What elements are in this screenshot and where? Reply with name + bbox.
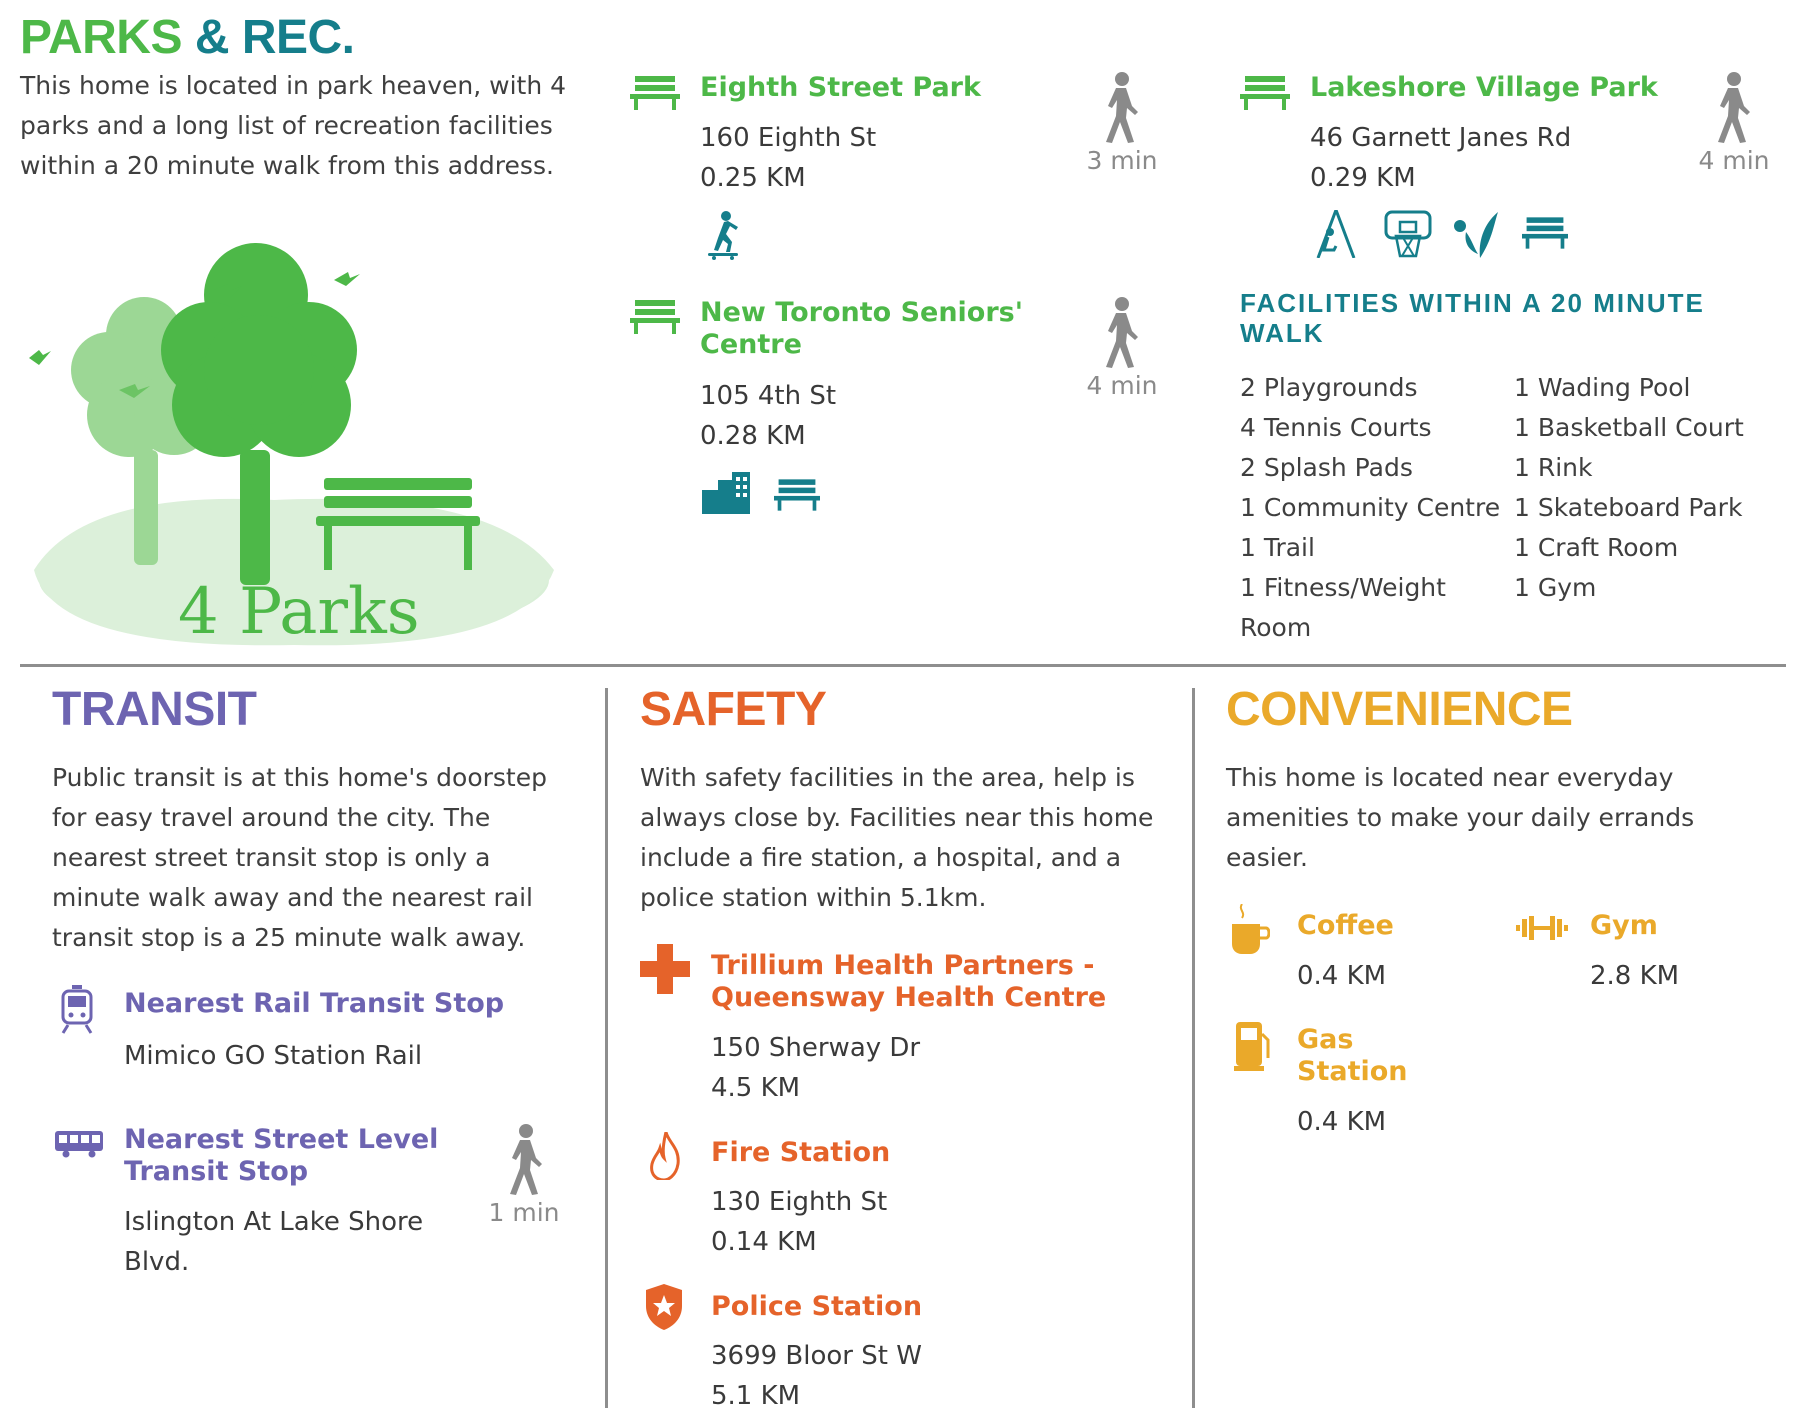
safety-item-name: Police Station (711, 1291, 923, 1322)
park-name: Lakeshore Village Park (1310, 72, 1658, 103)
gas-pump-icon (1234, 1020, 1270, 1072)
facility-item: 1 Craft Room (1514, 533, 1679, 562)
facility-item: 2 Splash Pads (1240, 453, 1413, 482)
bench-icon (1240, 76, 1290, 110)
facility-item: 1 Wading Pool (1514, 373, 1691, 402)
convenience-item-distance: 2.8 KM (1590, 961, 1680, 991)
safety-item-name: Fire Station (711, 1137, 891, 1168)
bench-icon (630, 300, 680, 334)
convenience-item-name: Coffee (1297, 910, 1394, 941)
parks-heading-part1: PARKS (20, 11, 182, 64)
community-building-icon (702, 472, 752, 514)
bench-icon (630, 76, 680, 110)
rail-stop-value: Mimico GO Station Rail (124, 1041, 423, 1071)
bench-icon (774, 478, 820, 512)
walking-person-icon (1100, 297, 1142, 369)
parks-heading-part2: & REC. (194, 11, 355, 64)
park-distance: 0.28 KM (700, 421, 806, 451)
rail-stop-label: Nearest Rail Transit Stop (124, 988, 505, 1019)
park-address: 105 4th St (700, 381, 837, 411)
parks-heading (20, 11, 355, 64)
walk-time: 3 min (1086, 146, 1158, 175)
facility-item: 1 Skateboard Park (1514, 493, 1743, 522)
facilities-list-right (1514, 368, 1784, 608)
facility-item: 1 Community Centre (1240, 493, 1501, 522)
convenience-item-distance: 0.4 KM (1297, 961, 1387, 991)
safety-item-distance: 5.1 KM (711, 1381, 801, 1411)
transit-heading: TRANSIT (52, 683, 257, 736)
street-stop-label: Nearest Street Level Transit Stop (124, 1124, 439, 1187)
safety-item-address: 3699 Bloor St W (711, 1341, 922, 1371)
skateboard-icon (706, 210, 740, 260)
park-distance: 0.25 KM (700, 163, 806, 193)
safety-item-address: 150 Sherway Dr (711, 1033, 921, 1063)
park-distance: 0.29 KM (1310, 163, 1416, 193)
walk-time: 4 min (1698, 146, 1770, 175)
facility-item: 1 Fitness/Weight Room (1240, 573, 1446, 642)
facility-item: 1 Rink (1514, 453, 1593, 482)
tree-trunk-dark (240, 450, 270, 585)
safety-description: With safety facilities in the area, help is always close by. Facilities near this home include a fire station, a hospital, and a police station within 5.1km. (640, 763, 1154, 912)
column-divider (605, 688, 608, 1408)
bench-icon (1522, 216, 1568, 250)
facility-item: 2 Playgrounds (1240, 373, 1418, 402)
train-icon (60, 985, 94, 1035)
facility-item: 1 Gym (1514, 573, 1597, 602)
fire-icon (650, 1132, 680, 1180)
walk-time: 4 min (1086, 371, 1158, 400)
walk-time: 1 min (488, 1198, 560, 1227)
basketball-hoop-icon (1384, 210, 1432, 258)
convenience-item-distance: 0.4 KM (1297, 1107, 1387, 1137)
bench-seat-back (324, 478, 472, 490)
street-stop-value: Islington At Lake Shore Blvd. (124, 1207, 424, 1277)
park-name: Eighth Street Park (700, 72, 981, 103)
park-address: 160 Eighth St (700, 123, 877, 153)
bird-icon (334, 272, 360, 286)
walking-person-icon (1712, 72, 1754, 144)
safety-item-name: Trillium Health Partners - Queensway Health Centre (711, 950, 1107, 1013)
playground-swing-icon (1316, 210, 1356, 258)
safety-item-distance: 4.5 KM (711, 1073, 801, 1103)
facilities-heading: FACILITIES WITHIN A 20 MINUTE WALK (1240, 288, 1705, 348)
convenience-item-name: Gas Station (1297, 1024, 1408, 1087)
tree-trunk-light (134, 450, 158, 565)
splash-pad-icon (1452, 210, 1500, 258)
facility-item: 4 Tennis Courts (1240, 413, 1432, 442)
convenience-description: This home is located near everyday amenities to make your daily errands easier. (1226, 763, 1695, 872)
park-name: New Toronto Seniors' Centre (700, 297, 1024, 360)
police-badge-icon (646, 1284, 682, 1330)
coffee-cup-icon (1230, 904, 1270, 956)
safety-heading: SAFETY (640, 683, 827, 736)
bird-icon (29, 350, 51, 365)
park-address: 46 Garnett Janes Rd (1310, 123, 1572, 153)
section-divider (20, 664, 1786, 667)
parks-description: This home is located in park heaven, with 4 parks and a long list of recreation facilities within a 20 minute walk from this address. (20, 71, 567, 180)
safety-item-address: 130 Eighth St (711, 1187, 888, 1217)
convenience-item-name: Gym (1590, 910, 1658, 941)
facility-item: 1 Basketball Court (1514, 413, 1744, 442)
walking-person-icon (1100, 72, 1142, 144)
safety-item-distance: 0.14 KM (711, 1227, 817, 1257)
hospital-cross-icon (640, 944, 690, 994)
column-divider (1192, 688, 1195, 1408)
parks-count: 4 Parks (178, 575, 420, 649)
convenience-heading: CONVENIENCE (1226, 683, 1573, 736)
facilities-list-left (1240, 368, 1515, 648)
transit-description: Public transit is at this home's doorstep for easy travel around the city. The nearest street transit stop is only a minute walk away and the nearest rail transit stop is a 25 minute walk away. (52, 763, 547, 952)
walking-person-icon (504, 1124, 546, 1196)
bus-icon (54, 1130, 104, 1158)
facility-item: 1 Trail (1240, 533, 1315, 562)
dumbbell-icon (1516, 916, 1568, 940)
